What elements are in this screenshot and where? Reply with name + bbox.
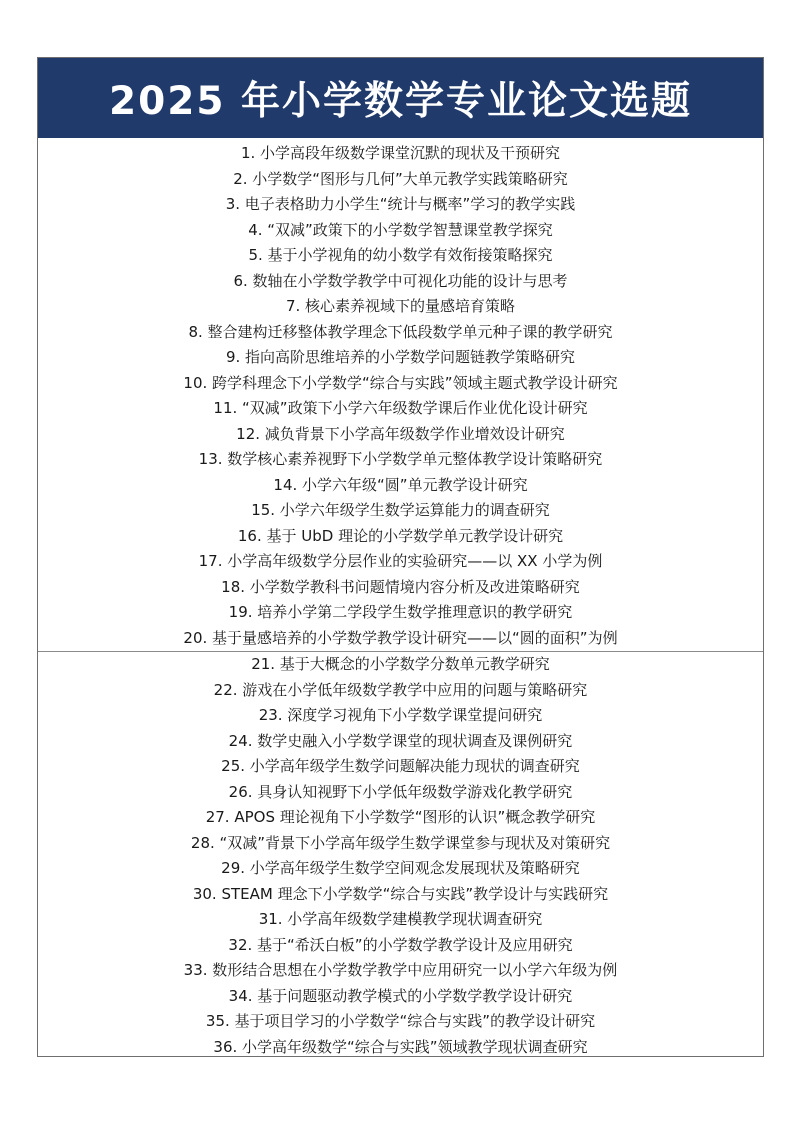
topic-item: 5. 基于小学视角的幼小数学有效衔接策略探究 bbox=[248, 246, 553, 264]
topic-item: 4. “双减”政策下的小学数学智慧课堂教学探究 bbox=[248, 220, 553, 239]
topic-item: 1. 小学高段年级数学课堂沉默的现状及干预研究 bbox=[240, 144, 561, 162]
topic-item: 7. 核心素养视域下的量感培育策略 bbox=[285, 297, 516, 315]
topic-item: 17. 小学高年级数学分层作业的实验研究——以 XX 小学为例 bbox=[198, 552, 603, 570]
document-page bbox=[37, 57, 764, 1057]
topic-item: 36. 小学高年级数学“综合与实践”领域教学现状调查研究 bbox=[213, 1037, 588, 1056]
topic-item: 35. 基于项目学习的小学数学“综合与实践”的教学设计研究 bbox=[205, 1012, 596, 1030]
topic-item: 34. 基于问题驱动教学模式的小学数学教学设计研究 bbox=[228, 986, 573, 1005]
topic-item: 2. 小学数学“图形与几何”大单元教学实践策略研究 bbox=[233, 169, 568, 188]
topic-item: 24. 数学史融入小学数学课堂的现状调查及课例研究 bbox=[228, 731, 573, 750]
topic-item: 30. STEAM 理念下小学数学“综合与实践”教学设计与实践研究 bbox=[192, 884, 609, 903]
topic-item: 16. 基于 UbD 理论的小学数学单元教学设计研究 bbox=[237, 526, 564, 545]
topic-item: 33. 数形结合思想在小学数学教学中应用研究一以小学六年级为例 bbox=[183, 961, 618, 979]
topic-item: 20. 基于量感培养的小学数学教学设计研究——以“圆的面积”为例 bbox=[183, 628, 618, 647]
topic-item: 29. 小学高年级学生数学空间观念发展现状及策略研究 bbox=[221, 859, 580, 877]
topic-item: 21. 基于大概念的小学数学分数单元教学研究 bbox=[251, 655, 550, 673]
topic-item: 26. 具身认知视野下小学低年级数学游戏化教学研究 bbox=[228, 782, 573, 801]
topic-item: 22. 游戏在小学低年级数学教学中应用的问题与策略研究 bbox=[213, 680, 588, 699]
topic-list-part-1 bbox=[38, 138, 763, 651]
topic-item: 23. 深度学习视角下小学数学课堂提问研究 bbox=[258, 706, 543, 724]
topic-item: 12. 减负背景下小学高年级数学作业增效设计研究 bbox=[236, 424, 565, 443]
topic-item: 31. 小学高年级数学建模教学现状调查研究 bbox=[258, 910, 543, 928]
topic-item: 11. “双减”政策下小学六年级数学课后作业优化设计研究 bbox=[213, 399, 588, 417]
title-banner bbox=[38, 58, 763, 138]
topic-item: 28. “双减”背景下小学高年级学生数学课堂参与现状及对策研究 bbox=[190, 833, 611, 852]
topic-item: 32. 基于“希沃白板”的小学数学教学设计及应用研究 bbox=[228, 935, 573, 954]
topic-item: 27. APOS 理论视角下小学数学“图形的认识”概念教学研究 bbox=[205, 808, 596, 826]
document-title: 2025 年小学数学专业论文选题 bbox=[108, 79, 693, 124]
topic-item: 3. 电子表格助力小学生“统计与概率”学习的教学实践 bbox=[225, 195, 576, 213]
topic-list-part-2 bbox=[38, 652, 763, 1060]
topic-item: 13. 数学核心素养视野下小学数学单元整体教学设计策略研究 bbox=[198, 450, 603, 468]
topic-item: 18. 小学数学教科书问题情境内容分析及改进策略研究 bbox=[221, 577, 580, 596]
topic-item: 6. 数轴在小学数学教学中可视化功能的设计与思考 bbox=[233, 271, 568, 290]
topic-item: 9. 指向高阶思维培养的小学数学问题链教学策略研究 bbox=[225, 348, 576, 366]
topic-item: 8. 整合建构迁移整体教学理念下低段数学单元种子课的教学研究 bbox=[188, 322, 613, 341]
topic-item: 25. 小学高年级学生数学问题解决能力现状的调查研究 bbox=[221, 757, 580, 775]
topic-item: 14. 小学六年级“圆”单元教学设计研究 bbox=[273, 475, 528, 494]
topic-item: 10. 跨学科理念下小学数学“综合与实践”领域主题式教学设计研究 bbox=[183, 373, 618, 392]
topic-item: 19. 培养小学第二学段学生数学推理意识的教学研究 bbox=[228, 603, 573, 621]
topic-item: 15. 小学六年级学生数学运算能力的调查研究 bbox=[251, 501, 550, 519]
